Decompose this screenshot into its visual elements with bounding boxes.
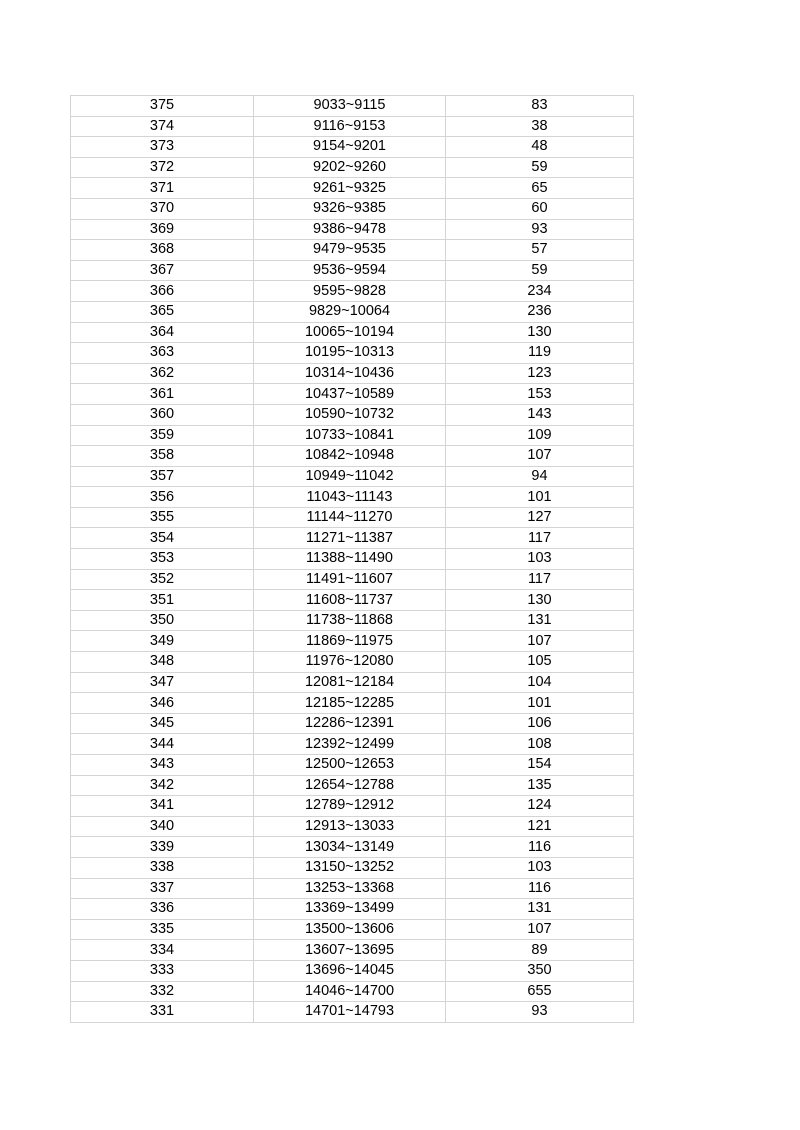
table-row [71,1002,634,1023]
score-cell: 360 [71,404,254,425]
score-cell: 346 [71,693,254,714]
rank-range-cell: 12789~12912 [254,796,446,817]
rank-range-cell: 11043~11143 [254,487,446,508]
count-cell: 116 [446,878,634,899]
score-cell: 371 [71,178,254,199]
table-row [71,404,634,425]
rank-range-cell: 11976~12080 [254,652,446,673]
score-cell: 353 [71,549,254,570]
rank-range-cell: 9202~9260 [254,157,446,178]
count-cell: 93 [446,219,634,240]
table-row [71,878,634,899]
score-cell: 348 [71,652,254,673]
count-cell: 655 [446,981,634,1002]
table-row [71,240,634,261]
count-cell: 94 [446,466,634,487]
score-cell: 354 [71,528,254,549]
rank-range-cell: 9326~9385 [254,198,446,219]
table-row [71,363,634,384]
rank-range-cell: 12286~12391 [254,713,446,734]
rank-range-cell: 11491~11607 [254,569,446,590]
count-cell: 131 [446,610,634,631]
score-cell: 359 [71,425,254,446]
count-cell: 89 [446,940,634,961]
rank-range-cell: 13607~13695 [254,940,446,961]
count-cell: 59 [446,260,634,281]
rank-range-cell: 10314~10436 [254,363,446,384]
rank-range-cell: 9154~9201 [254,137,446,158]
rank-range-cell: 11144~11270 [254,507,446,528]
score-cell: 338 [71,857,254,878]
rank-range-cell: 9386~9478 [254,219,446,240]
score-cell: 369 [71,219,254,240]
rank-range-cell: 10949~11042 [254,466,446,487]
score-cell: 370 [71,198,254,219]
score-cell: 375 [71,96,254,117]
table-row [71,137,634,158]
table-row [71,466,634,487]
count-cell: 60 [446,198,634,219]
rank-range-cell: 9261~9325 [254,178,446,199]
table-row [71,590,634,611]
rank-range-cell: 9536~9594 [254,260,446,281]
count-cell: 103 [446,857,634,878]
table-row [71,198,634,219]
score-cell: 361 [71,384,254,405]
count-cell: 130 [446,322,634,343]
score-cell: 364 [71,322,254,343]
rank-range-cell: 9595~9828 [254,281,446,302]
table-row [71,507,634,528]
count-cell: 135 [446,775,634,796]
rank-range-cell: 13369~13499 [254,899,446,920]
table-row [71,713,634,734]
score-cell: 345 [71,713,254,734]
table-row [71,610,634,631]
table-row [71,816,634,837]
rank-range-cell: 9829~10064 [254,301,446,322]
rank-range-cell: 14701~14793 [254,1002,446,1023]
count-cell: 59 [446,157,634,178]
table-row [71,219,634,240]
table-row [71,178,634,199]
table-row [71,755,634,776]
table-row [71,796,634,817]
rank-range-cell: 10733~10841 [254,425,446,446]
count-cell: 234 [446,281,634,302]
score-cell: 343 [71,755,254,776]
count-cell: 117 [446,528,634,549]
table-row [71,549,634,570]
score-cell: 357 [71,466,254,487]
count-cell: 121 [446,816,634,837]
rank-range-cell: 13696~14045 [254,960,446,981]
score-cell: 341 [71,796,254,817]
count-cell: 143 [446,404,634,425]
count-cell: 107 [446,919,634,940]
score-table-body [71,96,634,1023]
count-cell: 103 [446,549,634,570]
score-cell: 337 [71,878,254,899]
table-row [71,631,634,652]
score-cell: 372 [71,157,254,178]
table-row [71,940,634,961]
score-cell: 351 [71,590,254,611]
rank-range-cell: 11869~11975 [254,631,446,652]
count-cell: 108 [446,734,634,755]
count-cell: 131 [446,899,634,920]
rank-range-cell: 12081~12184 [254,672,446,693]
rank-range-cell: 9033~9115 [254,96,446,117]
rank-range-cell: 13150~13252 [254,857,446,878]
rank-range-cell: 11738~11868 [254,610,446,631]
table-row [71,837,634,858]
rank-range-cell: 12500~12653 [254,755,446,776]
table-row [71,301,634,322]
score-cell: 374 [71,116,254,137]
rank-range-cell: 10437~10589 [254,384,446,405]
table-row [71,322,634,343]
score-cell: 365 [71,301,254,322]
rank-range-cell: 10065~10194 [254,322,446,343]
table-row [71,446,634,467]
rank-range-cell: 9116~9153 [254,116,446,137]
count-cell: 107 [446,631,634,652]
count-cell: 130 [446,590,634,611]
count-cell: 105 [446,652,634,673]
table-row [71,775,634,796]
score-cell: 334 [71,940,254,961]
table-row [71,157,634,178]
count-cell: 119 [446,343,634,364]
table-row [71,981,634,1002]
rank-range-cell: 12185~12285 [254,693,446,714]
table-row [71,857,634,878]
count-cell: 65 [446,178,634,199]
rank-range-cell: 13253~13368 [254,878,446,899]
score-cell: 344 [71,734,254,755]
count-cell: 104 [446,672,634,693]
score-cell: 352 [71,569,254,590]
score-cell: 350 [71,610,254,631]
rank-range-cell: 14046~14700 [254,981,446,1002]
score-cell: 331 [71,1002,254,1023]
table-row [71,899,634,920]
count-cell: 38 [446,116,634,137]
rank-range-cell: 10842~10948 [254,446,446,467]
score-cell: 336 [71,899,254,920]
table-row [71,652,634,673]
score-cell: 333 [71,960,254,981]
score-cell: 342 [71,775,254,796]
count-cell: 106 [446,713,634,734]
count-cell: 350 [446,960,634,981]
count-cell: 123 [446,363,634,384]
count-cell: 109 [446,425,634,446]
count-cell: 154 [446,755,634,776]
count-cell: 48 [446,137,634,158]
count-cell: 236 [446,301,634,322]
count-cell: 153 [446,384,634,405]
table-row [71,384,634,405]
rank-range-cell: 10590~10732 [254,404,446,425]
score-cell: 362 [71,363,254,384]
rank-range-cell: 11271~11387 [254,528,446,549]
table-row [71,281,634,302]
score-cell: 356 [71,487,254,508]
count-cell: 117 [446,569,634,590]
rank-range-cell: 11388~11490 [254,549,446,570]
rank-range-cell: 12392~12499 [254,734,446,755]
rank-range-cell: 13500~13606 [254,919,446,940]
count-cell: 101 [446,693,634,714]
score-cell: 358 [71,446,254,467]
score-cell: 368 [71,240,254,261]
table-row [71,260,634,281]
score-cell: 355 [71,507,254,528]
table-row [71,343,634,364]
table-row [71,672,634,693]
table-row [71,569,634,590]
score-cell: 347 [71,672,254,693]
table-row [71,116,634,137]
rank-range-cell: 11608~11737 [254,590,446,611]
count-cell: 83 [446,96,634,117]
rank-range-cell: 12654~12788 [254,775,446,796]
score-cell: 367 [71,260,254,281]
score-cell: 332 [71,981,254,1002]
table-row [71,734,634,755]
table-row [71,919,634,940]
count-cell: 107 [446,446,634,467]
score-cell: 366 [71,281,254,302]
rank-range-cell: 10195~10313 [254,343,446,364]
table-row [71,96,634,117]
score-cell: 363 [71,343,254,364]
table-row [71,960,634,981]
score-distribution-table [70,95,634,1023]
rank-range-cell: 13034~13149 [254,837,446,858]
rank-range-cell: 12913~13033 [254,816,446,837]
count-cell: 101 [446,487,634,508]
count-cell: 93 [446,1002,634,1023]
table-row [71,528,634,549]
score-cell: 373 [71,137,254,158]
score-cell: 335 [71,919,254,940]
table-row [71,693,634,714]
count-cell: 124 [446,796,634,817]
score-cell: 339 [71,837,254,858]
count-cell: 57 [446,240,634,261]
table-row [71,487,634,508]
rank-range-cell: 9479~9535 [254,240,446,261]
count-cell: 116 [446,837,634,858]
table-row [71,425,634,446]
score-cell: 349 [71,631,254,652]
score-cell: 340 [71,816,254,837]
count-cell: 127 [446,507,634,528]
